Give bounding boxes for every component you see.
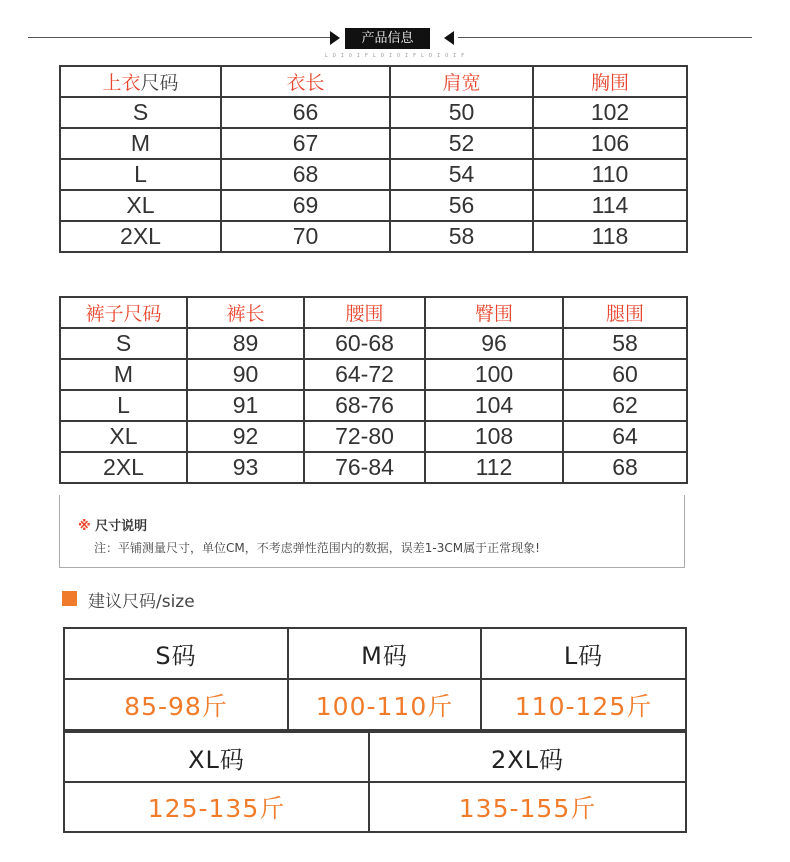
table-cell: 110 — [533, 159, 687, 190]
table-cell: 69 — [221, 190, 390, 221]
table-row — [60, 190, 687, 221]
table-cell: M — [60, 128, 221, 159]
table-cell: 72-80 — [304, 421, 425, 452]
column-header: 肩宽 — [390, 66, 533, 97]
column-header: 衣长 — [221, 66, 390, 97]
table-row — [60, 221, 687, 252]
table-cell: 96 — [425, 328, 563, 359]
recommend-grid-row1 — [63, 627, 687, 731]
header-line-right — [458, 37, 752, 38]
table-cell: 68 — [563, 452, 687, 483]
table-cell: S — [60, 97, 221, 128]
table-cell: L — [60, 390, 187, 421]
table-cell: 58 — [563, 328, 687, 359]
weight-range: 100-110斤 — [288, 679, 481, 730]
arrow-right-icon — [330, 31, 340, 45]
table-cell: 64-72 — [304, 359, 425, 390]
table-cell: 2XL — [60, 221, 221, 252]
column-header: 腰围 — [304, 297, 425, 328]
table-cell: XL — [60, 190, 221, 221]
table-cell: 104 — [425, 390, 563, 421]
column-header-size: 裤子尺码 — [60, 297, 187, 328]
table-cell: 102 — [533, 97, 687, 128]
table-cell: M — [60, 359, 187, 390]
size-label: M码 — [288, 628, 481, 679]
table-row — [60, 128, 687, 159]
table-cell: 64 — [563, 421, 687, 452]
column-header: 腿围 — [563, 297, 687, 328]
weight-range: 125-135斤 — [64, 782, 369, 832]
table-cell: 90 — [187, 359, 304, 390]
table-cell: 68-76 — [304, 390, 425, 421]
table-row — [60, 390, 687, 421]
table-cell: 2XL — [60, 452, 187, 483]
table-cell: 68 — [221, 159, 390, 190]
top-size-table — [59, 65, 688, 253]
table-cell: 52 — [390, 128, 533, 159]
arrow-left-icon — [444, 31, 454, 45]
weight-row — [64, 782, 686, 832]
size-label-row — [64, 628, 686, 679]
header-line-left — [28, 37, 330, 38]
note-title — [78, 515, 147, 534]
column-header: 裤长 — [187, 297, 304, 328]
table-cell: 58 — [390, 221, 533, 252]
table-cell: 91 — [187, 390, 304, 421]
table-cell: 106 — [533, 128, 687, 159]
table-cell: 100 — [425, 359, 563, 390]
table-header-row — [60, 66, 687, 97]
column-header: 臀围 — [425, 297, 563, 328]
size-label: XL码 — [64, 732, 369, 782]
table-cell: 112 — [425, 452, 563, 483]
table-cell: 93 — [187, 452, 304, 483]
table-row — [60, 328, 687, 359]
table-cell: L — [60, 159, 221, 190]
size-label: 2XL码 — [369, 732, 686, 782]
weight-row — [64, 679, 686, 730]
recommend-title: 建议尺码/size — [88, 592, 195, 612]
pants-size-table — [59, 296, 688, 484]
table-cell: 66 — [221, 97, 390, 128]
table-cell: 60-68 — [304, 328, 425, 359]
table-cell: 92 — [187, 421, 304, 452]
table-cell: 62 — [563, 390, 687, 421]
size-label: L码 — [481, 628, 686, 679]
table-cell: 70 — [221, 221, 390, 252]
table-cell: 89 — [187, 328, 304, 359]
table-cell: 76-84 — [304, 452, 425, 483]
table-cell: XL — [60, 421, 187, 452]
table-row — [60, 97, 687, 128]
recommend-grid-row2 — [63, 731, 687, 833]
table-cell: 108 — [425, 421, 563, 452]
table-cell: 56 — [390, 190, 533, 221]
size-label-row — [64, 732, 686, 782]
note-heading: 尺寸说明 — [95, 519, 148, 534]
table-cell: 114 — [533, 190, 687, 221]
size-note-box — [59, 495, 685, 568]
table-row — [60, 421, 687, 452]
table-cell: 118 — [533, 221, 687, 252]
table-row — [60, 452, 687, 483]
header-size-word: 尺码 — [140, 72, 179, 94]
table-cell: S — [60, 328, 187, 359]
reference-mark-icon: ※ — [78, 519, 91, 534]
note-text: 注：平铺测量尺寸，单位CM，不考虑弹性范围内的数据，误差1-3CM属于正常现象! — [94, 541, 540, 555]
section-subtitle: L D I O I F L D I O I F L D I O I F — [324, 53, 466, 59]
orange-square-icon — [62, 591, 77, 606]
column-header: 胸围 — [533, 66, 687, 97]
table-row — [60, 159, 687, 190]
table-cell: 60 — [563, 359, 687, 390]
column-header-size — [60, 66, 221, 97]
weight-range: 135-155斤 — [369, 782, 686, 832]
table-header-row — [60, 297, 687, 328]
table-cell: 50 — [390, 97, 533, 128]
section-title: 产品信息 — [345, 28, 430, 49]
weight-range: 85-98斤 — [64, 679, 288, 730]
table-cell: 67 — [221, 128, 390, 159]
size-label: S码 — [64, 628, 288, 679]
table-row — [60, 359, 687, 390]
weight-range: 110-125斤 — [481, 679, 686, 730]
header-category: 上衣 — [102, 72, 141, 94]
table-cell: 54 — [390, 159, 533, 190]
